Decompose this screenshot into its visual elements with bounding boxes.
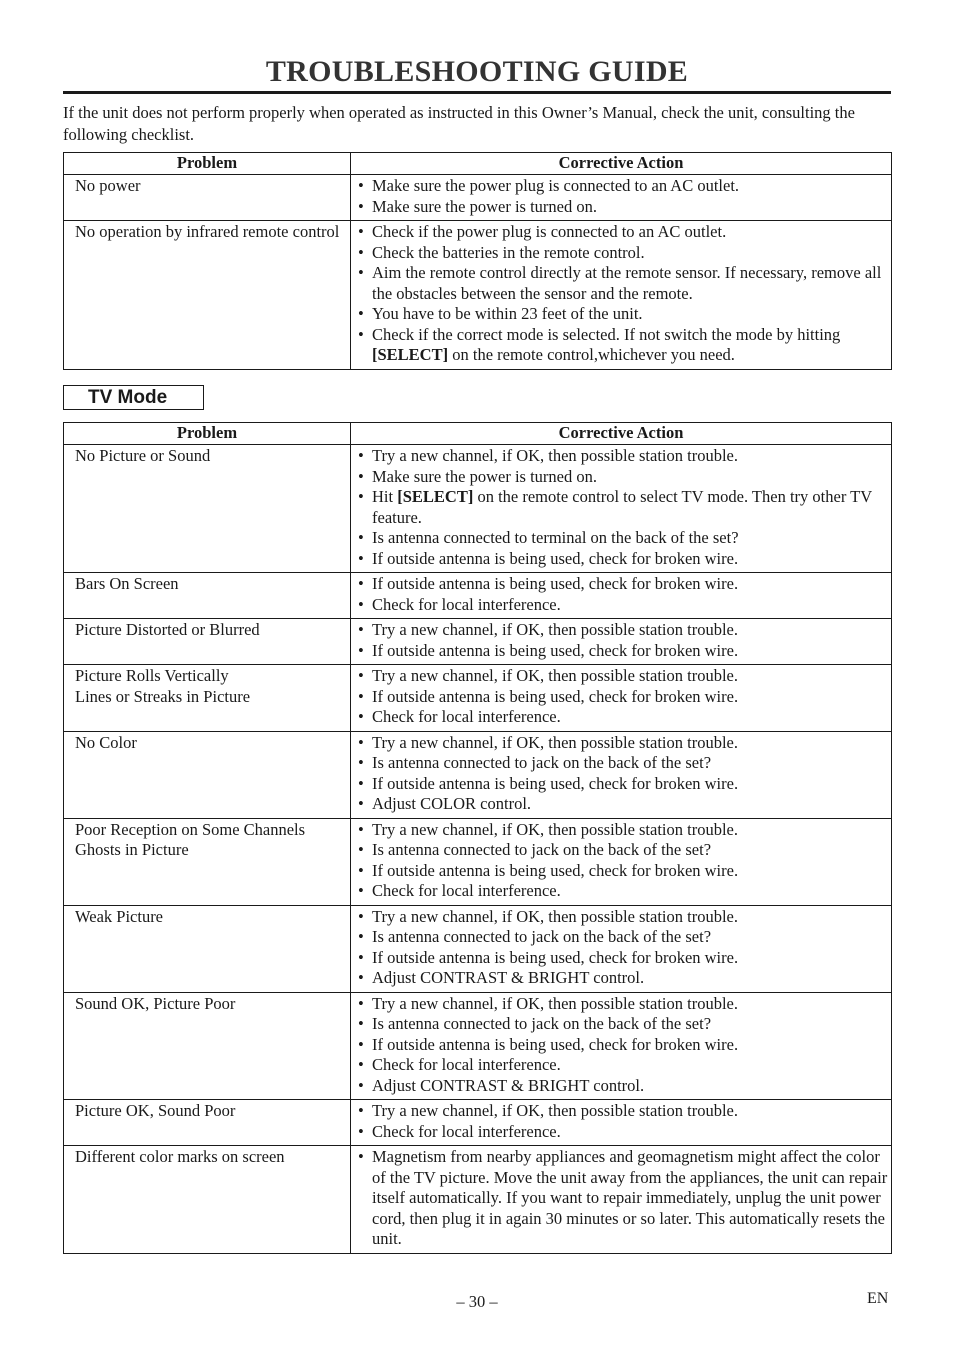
- general-troubleshooting-table: [63, 152, 892, 370]
- action-list: [358, 1147, 889, 1250]
- action-text: Is antenna connected to jack on the back of the set?: [372, 927, 712, 946]
- problem-text: No power: [75, 176, 141, 195]
- bullet-icon: •: [358, 860, 364, 880]
- table-row: [64, 665, 892, 732]
- problem-header: Problem: [64, 423, 351, 445]
- language-code: EN: [867, 1290, 889, 1307]
- action-text: You have to be within 23 feet of the unit.: [372, 304, 643, 323]
- intro-text: If the unit does not perform properly when operated as instructed in this Owner’s Manual, check the unit, consulting the following checklist.: [63, 103, 855, 144]
- action-item: [358, 733, 889, 754]
- action-item: [358, 968, 889, 989]
- page-number: – 30 –: [456, 1292, 498, 1311]
- corrective-action-header: Corrective Action: [351, 423, 892, 445]
- action-text: Check for local interference.: [372, 1055, 561, 1074]
- table-row: [64, 992, 892, 1100]
- action-item: [358, 1122, 889, 1143]
- bullet-icon: •: [358, 222, 364, 241]
- table-row: [64, 221, 892, 370]
- bullet-icon: •: [358, 242, 364, 262]
- table-row: [64, 731, 892, 818]
- action-item: [358, 1014, 889, 1035]
- action-item: [358, 707, 889, 728]
- action-text: Adjust CONTRAST & BRIGHT control.: [372, 1075, 645, 1095]
- action-text: Is antenna connected to jack on the back of the set?: [372, 840, 712, 859]
- bullet-icon: •: [358, 881, 364, 900]
- problem-text: Different color marks on screen: [75, 1147, 285, 1166]
- action-item: [358, 263, 889, 304]
- action-text: Check the batteries in the remote control.: [372, 242, 645, 262]
- action-item: [358, 1147, 889, 1250]
- table-row: [64, 1100, 892, 1146]
- action-text: Make sure the power plug is connected to an AC outlet.: [372, 176, 740, 195]
- bullet-icon: •: [358, 466, 364, 486]
- action-item: [358, 820, 889, 841]
- tv-mode-table: [63, 422, 892, 1254]
- bullet-icon: •: [358, 686, 364, 706]
- action-text: Hit [SELECT] on the remote control to select TV mode. Then try other TV feature.: [372, 487, 872, 527]
- bullet-icon: •: [358, 528, 364, 547]
- action-text: Is antenna connected to jack on the back of the set?: [372, 753, 712, 772]
- action-item: [358, 666, 889, 687]
- problem-cell: [64, 992, 351, 1100]
- action-text: Try a new channel, if OK, then possible station trouble.: [372, 666, 738, 685]
- bullet-icon: •: [358, 1034, 364, 1054]
- action-item: [358, 304, 889, 325]
- action-text: If outside antenna is being used, check for broken wire.: [372, 548, 739, 568]
- action-text: If outside antenna is being used, check for broken wire.: [372, 947, 739, 967]
- problem-cell: [64, 619, 351, 665]
- corrective-action-cell: [351, 221, 892, 370]
- corrective-action-cell: [351, 905, 892, 992]
- action-text: Try a new channel, if OK, then possible station trouble.: [372, 993, 738, 1013]
- problem-text: Weak Picture: [75, 906, 164, 926]
- table-header-row: [64, 423, 892, 445]
- action-list: [358, 222, 889, 366]
- problem-text: Bars On Screen: [75, 574, 179, 593]
- bullet-icon: •: [358, 324, 364, 344]
- bullet-icon: •: [358, 819, 364, 839]
- action-list: [358, 907, 889, 989]
- action-item: [358, 176, 889, 197]
- corrective-action-cell: [351, 818, 892, 905]
- action-item: [358, 641, 889, 662]
- table-row: [64, 175, 892, 221]
- tv-mode-label: TV Mode: [63, 385, 204, 410]
- problem-cell: [64, 573, 351, 619]
- problem-text: Picture OK, Sound Poor: [75, 1101, 236, 1120]
- action-text: Aim the remote control directly at the remote sensor. If necessary, remove all the obstacles between the sensor and the remote.: [372, 263, 882, 303]
- action-text: Make sure the power is turned on.: [372, 466, 597, 486]
- problem-text: Lines or Streaks in Picture: [75, 686, 251, 706]
- action-item: [358, 1055, 889, 1076]
- action-text: If outside antenna is being used, check for broken wire.: [372, 686, 739, 706]
- bullet-icon: •: [358, 594, 364, 614]
- bullet-icon: •: [358, 196, 364, 216]
- action-text: Try a new channel, if OK, then possible station trouble.: [372, 446, 738, 465]
- action-item: [358, 753, 889, 774]
- bullet-icon: •: [358, 263, 364, 282]
- bullet-icon: •: [358, 1101, 364, 1120]
- bullet-icon: •: [358, 927, 364, 946]
- action-text: Try a new channel, if OK, then possible station trouble.: [372, 1101, 738, 1120]
- action-item: [358, 840, 889, 861]
- action-item: [358, 861, 889, 882]
- bullet-icon: •: [358, 840, 364, 859]
- bullet-icon: •: [358, 947, 364, 967]
- bullet-icon: •: [358, 993, 364, 1013]
- action-text: Try a new channel, if OK, then possible station trouble.: [372, 620, 738, 639]
- problem-cell: [64, 1100, 351, 1146]
- action-text: If outside antenna is being used, check for broken wire.: [372, 1034, 739, 1054]
- bullet-icon: •: [358, 1147, 364, 1166]
- table-row: [64, 1146, 892, 1254]
- problem-cell: [64, 1146, 351, 1254]
- problem-text: No Picture or Sound: [75, 446, 211, 465]
- bullet-icon: •: [358, 1121, 364, 1141]
- action-item: [358, 574, 889, 595]
- table-header-row: [64, 153, 892, 175]
- action-item: [358, 687, 889, 708]
- action-list: [358, 620, 889, 661]
- action-item: [358, 528, 889, 549]
- action-text: If outside antenna is being used, check for broken wire.: [372, 773, 739, 793]
- corrective-action-cell: [351, 175, 892, 221]
- bullet-icon: •: [358, 574, 364, 593]
- corrective-action-cell: [351, 1100, 892, 1146]
- bullet-icon: •: [358, 1014, 364, 1033]
- action-text: Check for local interference.: [372, 594, 561, 614]
- corrective-action-cell: [351, 445, 892, 573]
- action-text: Check for local interference.: [372, 1121, 561, 1141]
- problem-cell: [64, 175, 351, 221]
- action-item: [358, 994, 889, 1015]
- action-item: [358, 948, 889, 969]
- bullet-icon: •: [358, 968, 364, 987]
- action-text: If outside antenna is being used, check for broken wire.: [372, 640, 739, 660]
- action-text: Is antenna connected to jack on the back of the set?: [372, 1014, 712, 1033]
- action-list: [358, 176, 889, 217]
- action-item: [358, 197, 889, 218]
- bullet-icon: •: [358, 1055, 364, 1074]
- action-list: [358, 574, 889, 615]
- bullet-icon: •: [358, 666, 364, 685]
- problem-cell: [64, 221, 351, 370]
- table-row: [64, 619, 892, 665]
- table-row: [64, 905, 892, 992]
- action-text: Is antenna connected to terminal on the back of the set?: [372, 528, 739, 547]
- bullet-icon: •: [358, 707, 364, 726]
- bullet-icon: •: [358, 176, 364, 195]
- action-text: If outside antenna is being used, check for broken wire.: [372, 860, 739, 880]
- action-item: [358, 325, 889, 366]
- action-item: [358, 1101, 889, 1122]
- bullet-icon: •: [358, 906, 364, 926]
- bullet-icon: •: [358, 548, 364, 568]
- action-item: [358, 549, 889, 570]
- action-text: Check for local interference.: [372, 881, 561, 900]
- corrective-action-header: Corrective Action: [351, 153, 892, 175]
- action-item: [358, 446, 889, 467]
- action-item: [358, 487, 889, 528]
- problem-cell: [64, 665, 351, 732]
- action-item: [358, 881, 889, 902]
- action-text: Adjust COLOR control.: [372, 794, 532, 813]
- bullet-icon: •: [358, 732, 364, 752]
- action-text: If outside antenna is being used, check for broken wire.: [372, 574, 739, 593]
- problem-text: Ghosts in Picture: [75, 840, 189, 859]
- problem-header: Problem: [64, 153, 351, 175]
- corrective-action-cell: [351, 619, 892, 665]
- action-item: [358, 620, 889, 641]
- table-row: [64, 573, 892, 619]
- bullet-icon: •: [358, 794, 364, 813]
- action-item: [358, 467, 889, 488]
- problem-cell: [64, 905, 351, 992]
- title-rule: [63, 91, 891, 94]
- bullet-icon: •: [358, 1075, 364, 1095]
- action-list: [358, 820, 889, 902]
- action-text: Try a new channel, if OK, then possible station trouble.: [372, 906, 738, 926]
- corrective-action-cell: [351, 665, 892, 732]
- corrective-action-cell: [351, 992, 892, 1100]
- action-text: Try a new channel, if OK, then possible station trouble.: [372, 732, 738, 752]
- page-title: TROUBLESHOOTING GUIDE: [265, 55, 689, 88]
- action-text: Adjust CONTRAST & BRIGHT control.: [372, 968, 645, 987]
- action-item: [358, 774, 889, 795]
- bullet-icon: •: [358, 487, 364, 506]
- bullet-icon: •: [358, 620, 364, 639]
- action-text: Try a new channel, if OK, then possible station trouble.: [372, 819, 738, 839]
- action-item: [358, 927, 889, 948]
- problem-cell: [64, 445, 351, 573]
- action-item: [358, 1035, 889, 1056]
- action-item: [358, 1076, 889, 1097]
- action-item: [358, 595, 889, 616]
- action-list: [358, 1101, 889, 1142]
- table-row: [64, 445, 892, 573]
- problem-text: No Color: [75, 732, 137, 752]
- problem-text: Sound OK, Picture Poor: [75, 993, 236, 1013]
- bullet-icon: •: [358, 773, 364, 793]
- action-text: Make sure the power is turned on.: [372, 196, 597, 216]
- action-item: [358, 907, 889, 928]
- problem-text: Poor Reception on Some Channels: [75, 819, 306, 839]
- action-text: Magnetism from nearby appliances and geomagnetism might affect the color of the TV picture. Move the unit away from the appliances, the unit can repair itself automatically. If you want to repair immediately, unplug the unit power cord, then plug it in again 30 minutes or so later. This automatically resets the unit.: [372, 1147, 888, 1248]
- action-text: Check if the correct mode is selected. If not switch the mode by hitting [SELECT] on the remote control,whichever you need.: [372, 324, 841, 364]
- table-row: [64, 818, 892, 905]
- corrective-action-cell: [351, 1146, 892, 1254]
- problem-text: Picture Distorted or Blurred: [75, 620, 260, 639]
- action-list: [358, 994, 889, 1097]
- bullet-icon: •: [358, 304, 364, 323]
- problem-cell: [64, 731, 351, 818]
- action-list: [358, 446, 889, 569]
- problem-cell: [64, 818, 351, 905]
- action-item: [358, 222, 889, 243]
- action-list: [358, 666, 889, 728]
- action-item: [358, 243, 889, 264]
- action-list: [358, 733, 889, 815]
- action-item: [358, 794, 889, 815]
- problem-text: Picture Rolls Vertically: [75, 666, 229, 685]
- problem-text: No operation by infrared remote control: [75, 222, 340, 241]
- bullet-icon: •: [358, 640, 364, 660]
- bullet-icon: •: [358, 753, 364, 772]
- action-text: Check if the power plug is connected to an AC outlet.: [372, 222, 727, 241]
- corrective-action-cell: [351, 573, 892, 619]
- action-text: Check for local interference.: [372, 707, 561, 726]
- bullet-icon: •: [358, 446, 364, 465]
- corrective-action-cell: [351, 731, 892, 818]
